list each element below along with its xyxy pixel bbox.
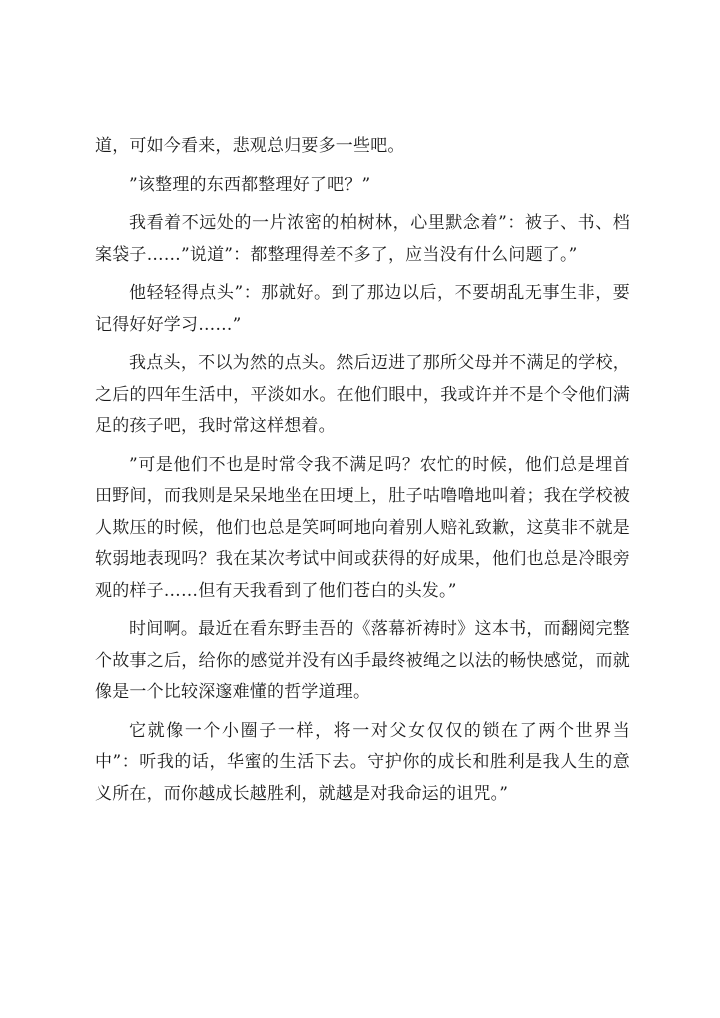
paragraph-5: 我点头，不以为然的点头。然后迈进了那所父母并不满足的学校，之后的四年生活中，平淡如水。在他们眼中，我或许并不是个令他们满足的孩子吧，我时常这样想着。 [95,353,630,436]
paragraph-2: ”该整理的东西都整理好了吧？” [129,174,371,195]
paragraph-7: 时间啊。最近在看东野圭吾的《落幕祈祷时》这本书，而翻阅完整个故事之后，给你的感觉并没有凶手最终被绳之以法的畅快感觉，而就像是一个比较深邃难懂的哲学道理。 [95,619,630,702]
document-body [95,131,630,817]
paragraph-8: 它就像一个小圈子一样，将一对父女仅仅的锁在了两个世界当中”：听我的话，华蜜的生活下去。守护你的成长和胜利是我人生的意义所在，而你越成长越胜利，就越是对我命运的诅咒。” [95,720,630,804]
paragraph-4: 他轻轻得点头”：那就好。到了那边以后，不要胡乱无事生非，要记得好好学习……” [95,283,630,335]
paragraph-3: 我看着不远处的一片浓密的柏树林，心里默念着”：被子、书、档案袋子……”说道”：都整理得差不多了，应当没有什么问题了。” [95,213,630,265]
paragraph-6: ”可是他们不也是时常令我不满足吗？农忙的时候，他们总是埋首田野间，而我则是呆呆地坐在田埂上，肚子咕噜噜地叫着；我在学校被人欺压的时候，他们也总是笑呵呵地向着别人赔礼致歉，这莫非不就是软弱地表现吗？我在某次考试中间或获得的好成果，他们也总是冷眼旁观的样子……但有天我看到了他们苍白的头发。” [95,454,630,601]
paragraph-1: 道，可如今看来，悲观总归要多一些吧。 [95,136,405,156]
